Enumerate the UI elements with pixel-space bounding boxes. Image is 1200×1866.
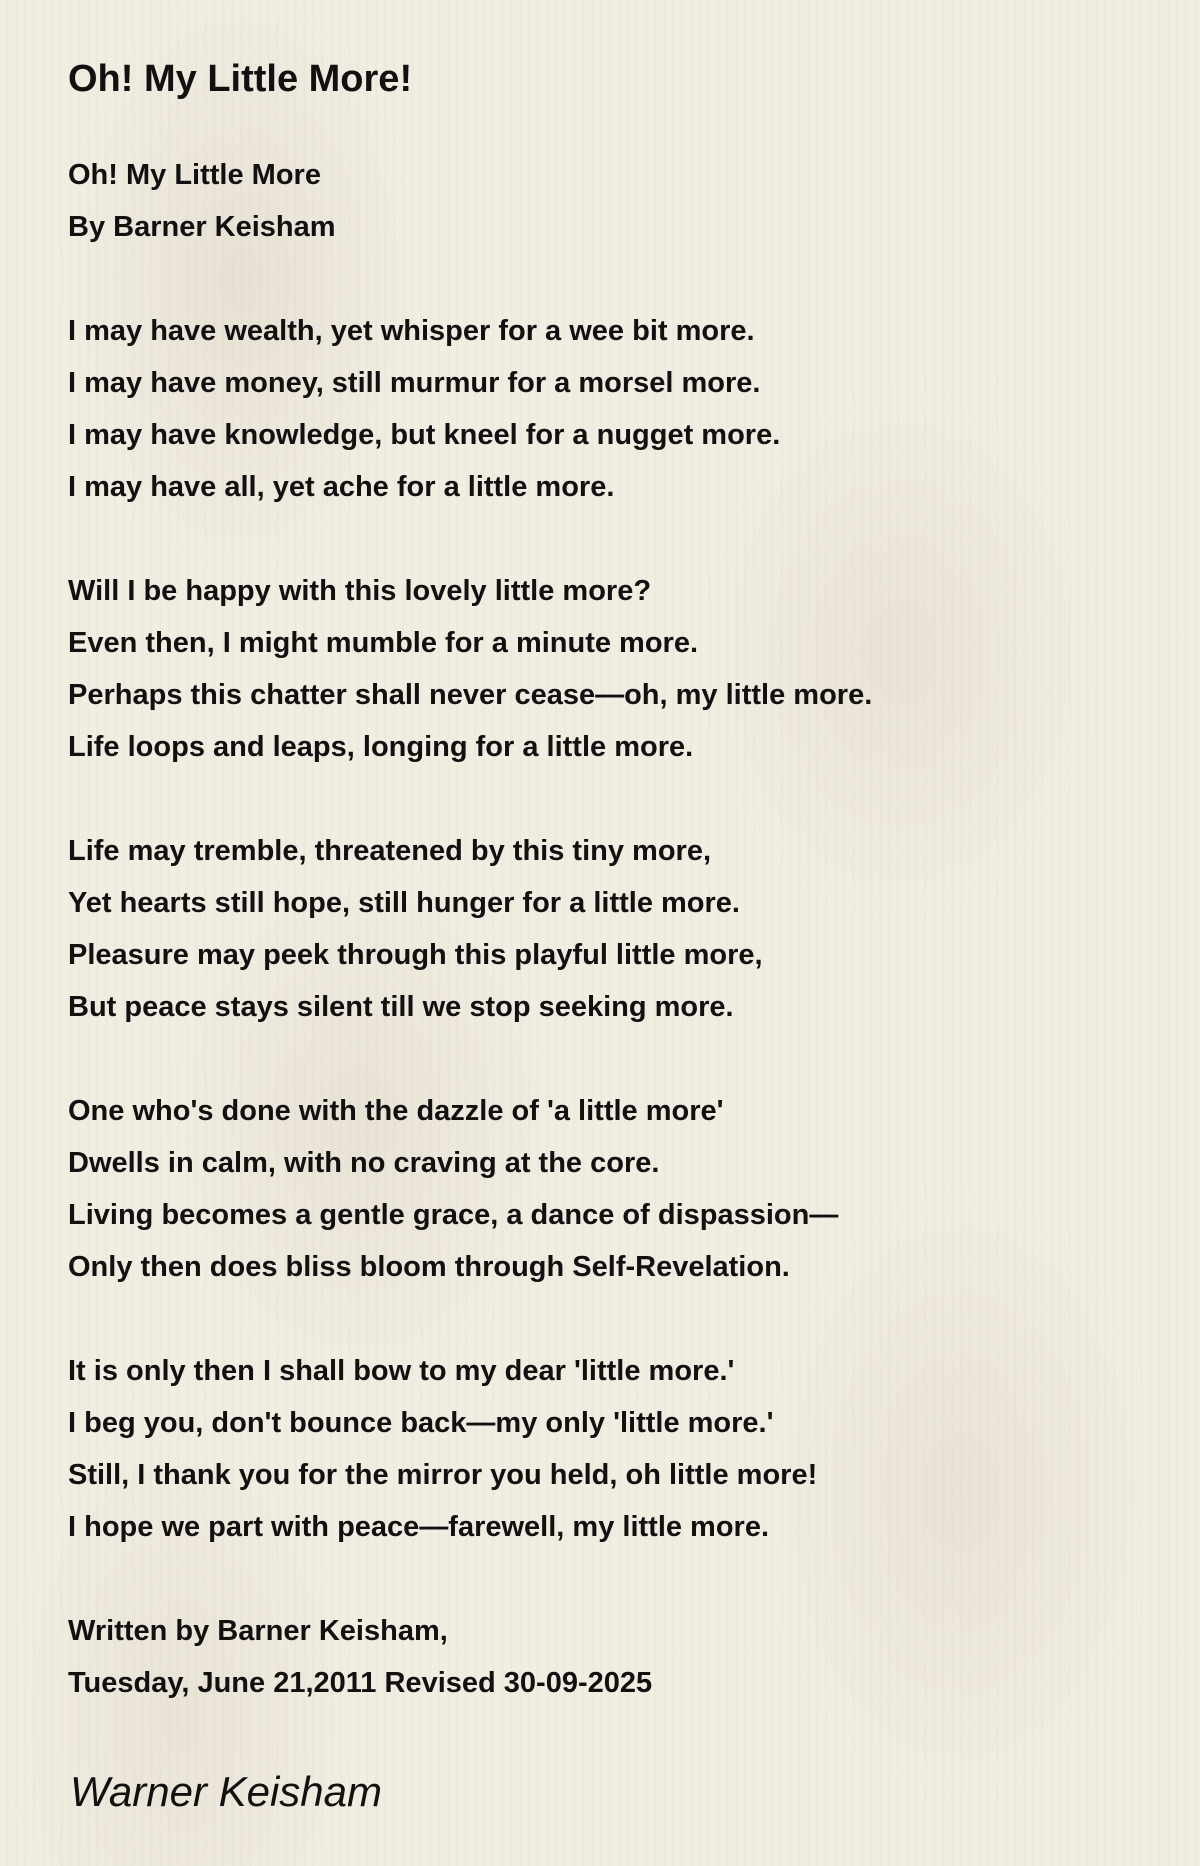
stanza-3-line-2: Yet hearts still hope, still hunger for a little more. [68, 887, 740, 919]
stanza-4-line-1: One who's done with the dazzle of 'a little more' [68, 1095, 724, 1127]
poem-title: Oh! My Little More! [68, 58, 413, 100]
stanza-5-line-1: It is only then I shall bow to my dear 'little more.' [68, 1355, 735, 1387]
stanza-4-line-3: Living becomes a gentle grace, a dance of dispassion— [68, 1199, 839, 1231]
stanza-1-line-2: I may have money, still murmur for a morsel more. [68, 367, 761, 399]
stanza-5-line-3: Still, I thank you for the mirror you held, oh little more! [68, 1459, 818, 1491]
stanza-2-line-1: Will I be happy with this lovely little more? [68, 575, 652, 607]
poem-byline: By Barner Keisham [68, 211, 336, 243]
stanza-3-line-3: Pleasure may peek through this playful little more, [68, 939, 763, 971]
stanza-3-line-1: Life may tremble, threatened by this tiny more, [68, 835, 711, 867]
stanza-4-line-4: Only then does bliss bloom through Self-Revelation. [68, 1251, 790, 1283]
stanza-4-line-2: Dwells in calm, with no craving at the core. [68, 1147, 660, 1179]
author-signature: Warner Keisham [70, 1768, 383, 1815]
stanza-5-line-2: I beg you, don't bounce back—my only 'little more.' [68, 1407, 774, 1439]
stanza-1-line-1: I may have wealth, yet whisper for a wee bit more. [68, 315, 755, 347]
written-by: Written by Barner Keisham, [68, 1615, 448, 1647]
stanza-5-line-4: I hope we part with peace—farewell, my little more. [68, 1511, 770, 1543]
stanza-1-line-3: I may have knowledge, but kneel for a nugget more. [68, 419, 781, 451]
stanza-3-line-4: But peace stays silent till we stop seeking more. [68, 991, 734, 1023]
poem-subtitle: Oh! My Little More [68, 159, 321, 191]
stanza-2-line-3: Perhaps this chatter shall never cease—oh, my little more. [68, 679, 873, 711]
stanza-2-line-2: Even then, I might mumble for a minute more. [68, 627, 699, 659]
stanza-2-line-4: Life loops and leaps, longing for a little more. [68, 731, 694, 763]
stanza-1-line-4: I may have all, yet ache for a little more. [68, 471, 615, 503]
date-line: Tuesday, June 21,2011 Revised 30-09-2025 [68, 1667, 653, 1699]
